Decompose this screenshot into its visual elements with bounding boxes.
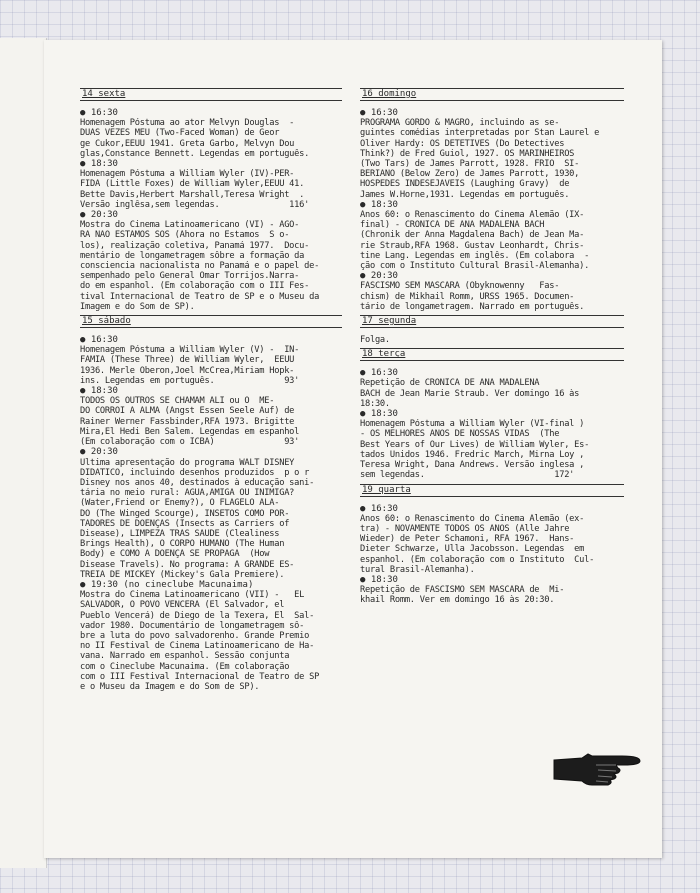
screening-entry (80, 108, 342, 159)
description-line: BACH de Jean Marie Straub. Ver domingo 16 às (360, 388, 580, 399)
description-line: ins. Legendas em português. 93' (80, 375, 300, 386)
description-line: consciencia nacionalista no Panamá e o papel de- (80, 261, 320, 272)
description-line: Repetição de CRONICA DE ANA MADALENA (360, 378, 540, 389)
screening-entry (80, 580, 342, 692)
day-header: 19 quarta (360, 484, 624, 497)
description-line: final) - CRONICA DE ANA MADALENA BACH (360, 220, 545, 231)
screening-time: ● 18:30 (360, 199, 398, 210)
description-line: tival Internacional de Teatro de SP e o Museu da (80, 291, 320, 302)
description-line: Rainer Werner Fassbinder,RFA 1973. Brigitte (80, 416, 295, 427)
description-line: Best Years of Our Lives) de William Wyler, Es- (360, 439, 590, 450)
description-line: (Em colaboração com o ICBA) 93' (80, 437, 300, 448)
description-line: 18:30. (360, 398, 390, 409)
screening-entry (360, 368, 624, 409)
day-header: 18 terça (360, 348, 624, 361)
screening-time: ● 18:30 (80, 386, 118, 397)
screening-time: ● 16:30 (360, 108, 398, 118)
description-line: tados Unidos 1946. Fredric March, Mirna Loy , (360, 449, 585, 460)
screening-entry (360, 409, 624, 480)
description-line: Mostra do Cinema Latinoamericano (VII) - EL (80, 590, 305, 601)
description-line: Homenagem Póstuma a William Wyler (IV)-PER- (80, 169, 295, 180)
description-line: mentário de longametragem sôbre a formação da (80, 250, 305, 261)
description-line: Mira,El Hedi Ben Salem. Legendas em espanhol (80, 426, 300, 437)
description-line: Pueblo Vencerá) de Diego de la Texera, El Sal- (80, 610, 315, 621)
description-line: tine Lang. Legendas em inglês. (Em colabora - (360, 250, 590, 261)
description-line: rie Straub,RFA 1968. Gustav Leonhardt, Chris- (360, 240, 585, 251)
day-header: 15 sábado (80, 315, 342, 328)
description-line: (Two Tars) de James Parrott, 1928. FRIO SI- (360, 159, 580, 170)
description-line: DO CORRÓI A ALMA (Angst Essen Seele Auf) de (80, 406, 295, 417)
description-line: tária no meio rural: ÁGUA,AMIGA OU INIMIGA? (80, 488, 295, 499)
pointing-hand-icon (552, 748, 644, 792)
day-header: 16 domingo (360, 88, 624, 101)
description-line: DO (The Winged Scourge), INSETOS COMO POR- (80, 508, 290, 519)
screening-entry (80, 335, 342, 386)
description-line: SALVADOR, O POVO VENCERÁ (El Salvador, el (80, 600, 285, 611)
description-line: Disease Travels). No programa: A GRANDE ES- (80, 559, 295, 570)
description-line: vador 1980. Documentário de longametragem sô- (80, 620, 305, 631)
screening-time: ● 18:30 (360, 574, 398, 585)
description-line: ge Cukor,EEUU 1941. Greta Garbo, Melvyn Dou (80, 138, 295, 149)
description-line: Imagem e do Som de SP). (80, 301, 195, 312)
description-line: tural Brasil-Alemanha). (360, 564, 475, 575)
screening-entry (80, 210, 342, 312)
screening-entry (80, 447, 342, 580)
screening-entry (80, 386, 342, 447)
day-section (360, 348, 624, 480)
description-line: tário de longametragem. Narrado em português. (360, 301, 585, 312)
day-section (360, 484, 624, 606)
description-line: no II Festival de Cinema Latinoamericano de Ha- (80, 641, 315, 652)
description-line: khail Romm. Ver em domingo 16 às 20:30. (360, 595, 555, 606)
description-line: Think?) de Fred Guiol, 1927. OS MARINHEIROS (360, 148, 575, 159)
description-line: com o III Festival Internacional de Teatro de SP (80, 671, 320, 682)
screening-time: ● 16:30 (80, 108, 118, 118)
description-line: (Water,Friend or Enemy?), O FLAGELO ALA- (80, 498, 280, 509)
day-header: 17 segunda (360, 315, 624, 328)
description-line: FASCISMO SEM MÁSCARA (Obyknowenny Fas- (360, 281, 560, 292)
description-line: FÂMIA (These Three) de William Wyler, EEUU (80, 355, 295, 366)
description-line: James W.Horne,1931. Legendas em português. (360, 189, 570, 200)
description-line: e o Museu da Imagem e do Som de SP). (80, 681, 260, 692)
description-line: TADORES DE DOENÇAS (Insects as Carriers of (80, 518, 290, 529)
description-line: Disney nos anos 40, destinados à educação sani- (80, 477, 315, 488)
description-line: Wieder) de Peter Schamoni, RFA 1967. Hans- (360, 534, 575, 545)
description-line: Repetição de FASCISMO SEM MÁSCARA de Mi- (360, 585, 565, 596)
description-line: RA NÃO ESTAMOS SÓS (Ahora no Estamos S o- (80, 230, 290, 241)
description-line: Dieter Schwarze, Ulla Jacobsson. Legendas em (360, 544, 585, 555)
right-column (360, 88, 624, 609)
screening-entry (360, 504, 624, 575)
description-line: bre a luta do povo salvadorenho. Grande Premio (80, 630, 310, 641)
description-line: sempenhado pelo General Omar Torrijos.Narra- (80, 271, 300, 282)
description-line: ção com o Instituto Cultural Brasil-Alemanha). (360, 261, 590, 272)
description-line: Mostra do Cinema Latinoamericano (VI) - AGO- (80, 220, 300, 231)
screening-time: ● 16:30 (80, 335, 118, 346)
description-line: BERIANO (Below Zero) de James Parrott, 1930, (360, 169, 580, 180)
description-line: Homenagem Póstuma a William Wyler (VI-final ) (360, 419, 585, 430)
description-line: los), realização coletiva, Panamá 1977. Docu- (80, 240, 310, 251)
description-line: DUAS VEZES MEU (Two-Faced Woman) de Geor (80, 128, 280, 139)
description-line: Homenagem Póstuma a William Wyler (V) - IN- (80, 345, 300, 356)
description-line: com o Cineclube Macunaima. (Em colaboração (80, 661, 290, 672)
description-line: 1936. Merle Oberon,Joel McCrea,Miriam Hopk- (80, 365, 295, 376)
description-line: Body) e COMO A DOENÇA SE PROPAGA (How (80, 549, 270, 560)
screening-time: ● 18:30 (360, 409, 398, 420)
description-line: sem legendas. 172' (360, 470, 575, 481)
description-line: Teresa Wright, Dana Andrews. Versão inglesa , (360, 460, 585, 471)
description-line: DIDÁTICO, incluindo desenhos produzidos p o r (80, 467, 310, 478)
description-line: Homenagem Póstuma ao ator Melvyn Douglas - (80, 118, 295, 129)
description-line: Oliver Hardy: OS DETETIVES (Do Detectives (360, 138, 565, 149)
left-column (80, 88, 342, 695)
description-line: FIDA (Little Foxes) de William Wyler,EEUU 41. (80, 179, 305, 190)
description-line: Folga. (360, 335, 390, 346)
description-line: TODOS OS OUTROS SE CHAMAM ALI ou O ME- (80, 396, 275, 407)
description-line: do em espanhol. (Em colaboração com o III Fes- (80, 281, 310, 292)
description-line: (Chronik der Anna Magdalena Bach) de Jean Ma- (360, 230, 585, 241)
screening-entry (80, 159, 342, 210)
description-line: Disease), LIMPEZA TRAS SAUDE (Clealiness (80, 528, 280, 539)
screening-time: ● 20:30 (80, 210, 118, 221)
description-line: Anos 60: o Renascimento do Cinema Alemão (IX- (360, 210, 585, 221)
adjacent-page-edge (0, 38, 47, 868)
description-line: vana. Narrado em espanhol. Sessão conjunta (80, 651, 290, 662)
screening-time: ● 20:30 (80, 447, 118, 458)
description-line: PROGRAMA GORDO & MAGRO, incluindo as se- (360, 118, 560, 129)
description-line: guintes comédias interpretadas por Stan Laurel e (360, 128, 600, 139)
description-line: TRÉIA DE MICKEY (Mickey's Gala Premiere). (80, 569, 285, 580)
description-line: chism) de Mikhail Romm, URSS 1965. Documen- (360, 291, 575, 302)
day-section (360, 88, 624, 312)
screening-time: ● 16:30 (360, 368, 398, 379)
screening-time: ● 18:30 (80, 159, 118, 170)
description-line: Ultima apresentação do programa WALT DISNEY (80, 457, 295, 468)
screening-time: ● 20:30 (360, 271, 398, 282)
program-sheet (44, 40, 662, 858)
screening-entry (360, 271, 624, 312)
screening-entry (360, 200, 624, 271)
description-line: Versão inglêsa,sem legendas. 116' (80, 199, 310, 210)
description-line: - OS MELHORES ANOS DE NOSSAS VIDAS (The (360, 429, 560, 440)
description-line: HOSPEDES INDESEJÁVEIS (Laughing Gravy) de (360, 179, 570, 190)
screening-time: ● 16:30 (360, 503, 398, 514)
description-line: Brings Health), O CORPO HUMANO (The Human (80, 539, 285, 550)
screening-time: ● 19:30 (no cineclube Macunaima) (80, 579, 254, 590)
screening-entry (360, 335, 624, 345)
day-section (80, 315, 342, 692)
description-line: glas,Constance Bennett. Legendas em português. (80, 148, 310, 159)
description-line: tra) - NOVAMENTE TODOS OS ANOS (Alle Jahre (360, 523, 570, 534)
day-section (360, 315, 624, 345)
screening-entry (360, 108, 624, 200)
description-line: Bette Davis,Herbert Marshall,Teresa Wright . (80, 189, 305, 200)
day-section (80, 88, 342, 312)
description-line: Anos 60: o Renascimento do Cinema Alemão (ex- (360, 513, 585, 524)
screening-entry (360, 575, 624, 606)
day-header: 14 sexta (80, 88, 342, 101)
description-line: espanhol. (Em colaboração com o Instituto Cul- (360, 554, 595, 565)
